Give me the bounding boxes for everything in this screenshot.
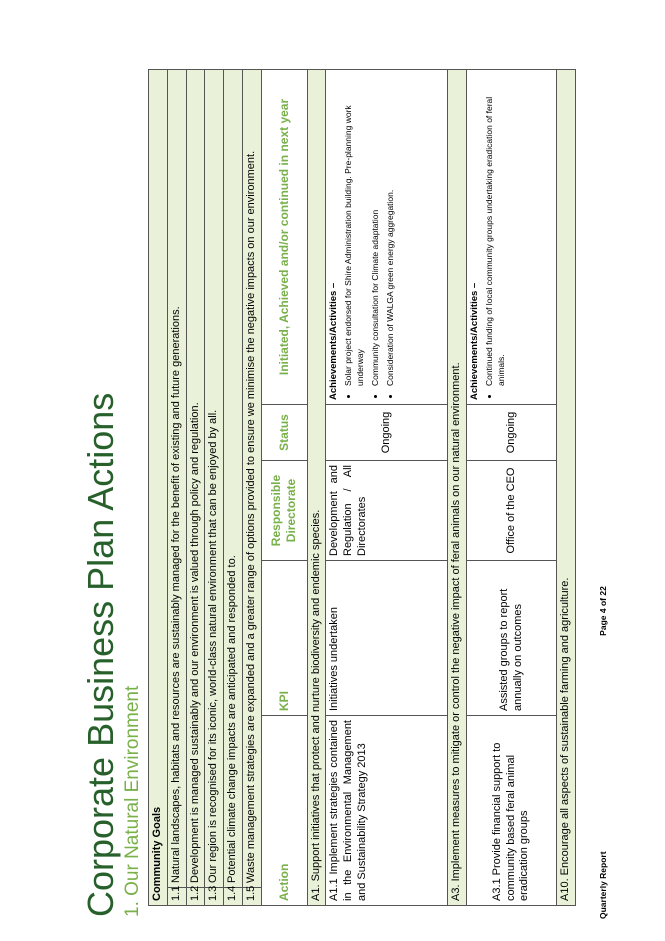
goal-number: 1.1 — [167, 888, 186, 906]
goal-row — [224, 70, 243, 906]
footer-report-name: Quarterly Report — [598, 851, 608, 919]
achievements-title: Achievements/Activities – — [469, 282, 480, 400]
responsible-text: Office of the CEO — [467, 461, 557, 561]
column-header-action: Action — [261, 716, 307, 906]
goal-text: Our region is recognised for its iconic, world-class natural environment that can be enjoyed by all. — [205, 70, 224, 888]
goal-row — [205, 70, 224, 906]
achievement-item: • Solar project endorsed for Shire Administration building. Pre-planning work underway — [343, 74, 367, 386]
column-header-row — [261, 70, 307, 906]
kpi-text: Initiatives undertaken — [326, 561, 448, 716]
action-section-heading: A1. Support initiatives that protect and nurture biodiversity and endemic species. — [307, 70, 326, 906]
achievements-list — [343, 74, 397, 400]
goal-number: 1.4 — [224, 888, 243, 906]
status-text: Ongoing — [326, 405, 448, 461]
goal-text: Development is managed sustainably and our environment is valued through policy and regulation. — [186, 70, 205, 888]
goal-row — [167, 70, 186, 906]
action-section-heading: A3. Implement measures to mitigate or control the negative impact of feral animals on our natural environment. — [448, 70, 467, 906]
action-text: A3.1 Provide financial support to community based feral animal eradication groups — [467, 716, 557, 906]
achievement-item: • Continued funding of local community groups undertaking eradication of feral animals. — [484, 74, 508, 386]
goal-text: Potential climate change impacts are anticipated and responded to. — [224, 70, 243, 888]
status-text: Ongoing — [467, 405, 557, 461]
goal-row — [186, 70, 205, 906]
page-title: Corporate Business Plan Actions — [80, 392, 121, 917]
achievements-cell — [467, 70, 557, 405]
column-header-status: Status — [261, 405, 307, 461]
goal-number: 1.3 — [205, 888, 224, 906]
community-goals-header-row — [149, 70, 168, 906]
business-plan-table — [148, 69, 576, 906]
responsible-text: Development and Regulation / All Directorates — [326, 461, 448, 561]
footer-page-number: Page 4 of 22 — [598, 586, 608, 636]
achievements-cell — [326, 70, 448, 405]
action-section-heading-row — [307, 70, 326, 906]
column-header-kpi: KPI — [261, 561, 307, 716]
goal-number: 1.5 — [242, 888, 261, 906]
action-section-heading: A10. Encourage all aspects of sustainable farming and agriculture. — [557, 70, 576, 906]
action-row — [326, 70, 448, 906]
column-header-responsible: Responsible Directorate — [261, 461, 307, 561]
achievement-item: • Community consultation for Climate adaptation — [370, 74, 382, 386]
action-section-heading-row — [557, 70, 576, 906]
action-row — [467, 70, 557, 906]
goal-text: Waste management strategies are expanded and a greater range of options provided to ensure we minimise the negative impacts on our environment. — [242, 70, 261, 888]
section-title: 1. Our Natural Environment — [122, 685, 143, 917]
achievement-item: • Consideration of WALGA green energy aggregation. — [385, 74, 397, 386]
achievements-title: Achievements/Activities – — [328, 282, 340, 400]
action-text: A1.1 Implement strategies contained in the Environmental Management and Sustainability Strategy 2013 — [326, 716, 448, 906]
goal-row — [242, 70, 261, 906]
action-section-heading-row — [448, 70, 467, 906]
goal-text: Natural landscapes, habitats and resources are sustainably managed for the benefit of existing and future generations. — [167, 70, 186, 888]
kpi-text: Assisted groups to report annually on outcomes — [467, 561, 557, 716]
column-header-initiated: Initiated, Achieved and/or continued in next year — [261, 70, 307, 405]
achievements-list — [484, 74, 508, 400]
community-goals-header: Community Goals — [149, 70, 168, 906]
goal-number: 1.2 — [186, 888, 205, 906]
